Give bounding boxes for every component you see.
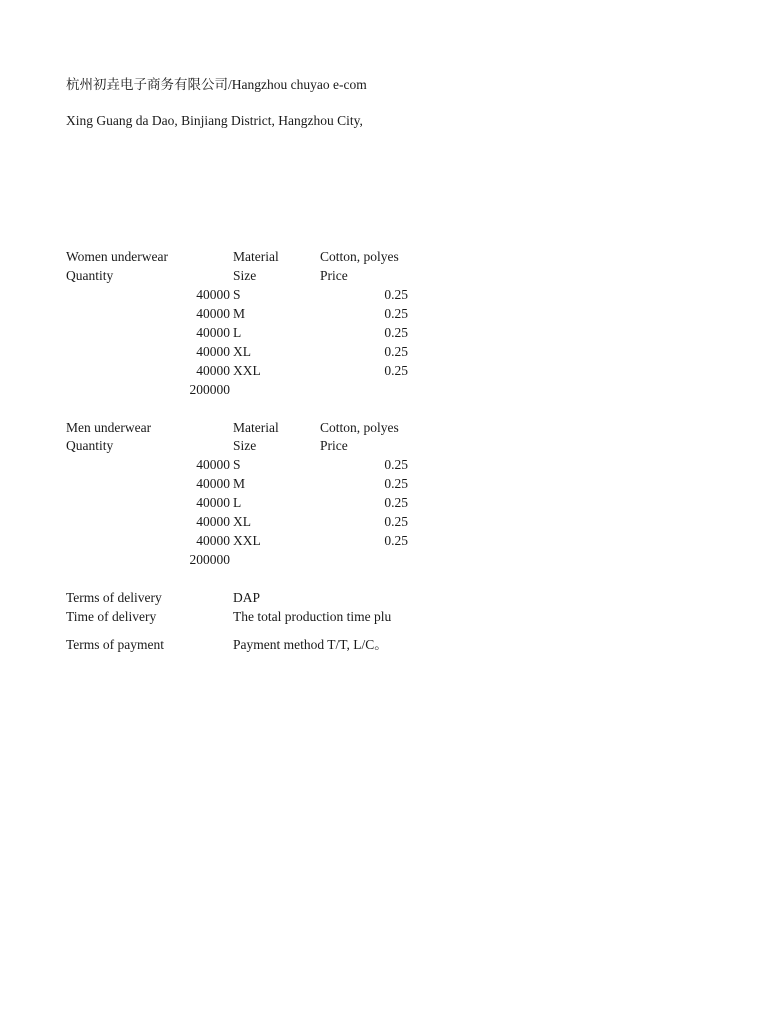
men-row-price: 0.25 <box>384 533 408 548</box>
women-row-price: 0.25 <box>384 287 408 302</box>
delivery-time-value: The total production time plu <box>233 609 392 624</box>
men-size-header: Size <box>233 438 257 453</box>
women-row-price: 0.25 <box>384 363 408 378</box>
women-row-size: XL <box>233 344 251 359</box>
payment-terms-value: Payment method T/T, L/C。 <box>233 637 388 652</box>
women-row-size: XXL <box>233 363 261 378</box>
women-row-qty: 40000 <box>196 344 230 359</box>
women-row-qty: 40000 <box>196 325 230 340</box>
women-row-price: 0.25 <box>384 306 408 321</box>
men-row-qty: 40000 <box>196 495 230 510</box>
men-material-value: Cotton, polyes <box>320 420 399 435</box>
women-row-qty: 40000 <box>196 287 230 302</box>
men-quantity-header: Quantity <box>66 438 114 453</box>
women-price-header: Price <box>320 268 348 283</box>
men-row-size: M <box>233 476 246 491</box>
men-total-qty: 200000 <box>189 552 230 567</box>
women-material-value: Cotton, polyes <box>320 249 399 264</box>
women-row-qty: 40000 <box>196 363 230 378</box>
women-material-label: Material <box>233 249 279 264</box>
men-row-qty: 40000 <box>196 457 230 472</box>
women-section-title: Women underwear <box>66 249 168 264</box>
delivery-time-label: Time of delivery <box>66 609 157 624</box>
women-size-header: Size <box>233 268 257 283</box>
women-row-size: L <box>233 325 242 340</box>
women-total-qty: 200000 <box>189 382 230 397</box>
women-row-qty: 40000 <box>196 306 230 321</box>
delivery-terms-label: Terms of delivery <box>66 590 162 605</box>
women-row-size: S <box>233 287 241 302</box>
men-row-size: S <box>233 457 241 472</box>
men-price-header: Price <box>320 438 348 453</box>
women-quantity-header: Quantity <box>66 268 114 283</box>
women-row-size: M <box>233 306 246 321</box>
men-section-title: Men underwear <box>66 420 152 435</box>
men-row-price: 0.25 <box>384 457 408 472</box>
men-row-size: XL <box>233 514 251 529</box>
men-row-qty: 40000 <box>196 476 230 491</box>
men-row-size: L <box>233 495 242 510</box>
men-row-qty: 40000 <box>196 533 230 548</box>
company-name: 杭州初垚电子商务有限公司/Hangzhou chuyao e-com <box>66 77 367 92</box>
men-material-label: Material <box>233 420 279 435</box>
men-row-size: XXL <box>233 533 261 548</box>
men-row-qty: 40000 <box>196 514 230 529</box>
men-row-price: 0.25 <box>384 495 408 510</box>
delivery-terms-value: DAP <box>233 590 261 605</box>
men-row-price: 0.25 <box>384 514 408 529</box>
men-row-price: 0.25 <box>384 476 408 491</box>
payment-terms-label: Terms of payment <box>66 637 165 652</box>
women-row-price: 0.25 <box>384 344 408 359</box>
women-row-price: 0.25 <box>384 325 408 340</box>
company-address: Xing Guang da Dao, Binjiang District, Hangzhou City, <box>66 113 363 128</box>
